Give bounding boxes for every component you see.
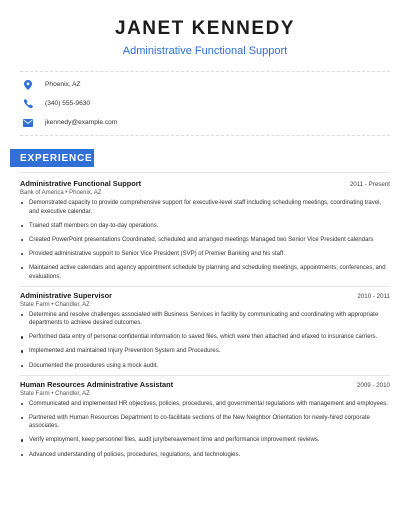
- contact-email[interactable]: [20, 113, 390, 132]
- contact-location-text: Phoenix, AZ: [45, 81, 81, 88]
- contact-email-text[interactable]: jkennedy@example.com: [45, 119, 118, 126]
- job-title: Human Resources Administrative Assistant: [20, 379, 174, 389]
- divider: [20, 135, 390, 136]
- phone-icon: [23, 99, 33, 109]
- divider: [20, 71, 390, 72]
- job-bullet: Documented the procedures using a mock audit.: [20, 362, 390, 371]
- contact-list: [0, 75, 410, 132]
- contact-phone: [20, 94, 390, 113]
- job-bullet: Demonstrated capacity to provide comprehensive support for executive-level staff including scheduling meetings, coordinating travel, and executive calendar.: [20, 199, 390, 216]
- contact-phone-text: (340) 555-9630: [45, 100, 91, 107]
- location-pin-icon: [23, 80, 33, 90]
- job-bullet: Implemented and maintained Injury Prevention System and Procedures.: [20, 347, 390, 356]
- section-experience-header: [0, 149, 410, 169]
- divider: [20, 172, 390, 173]
- job-entry: [0, 291, 410, 370]
- job-dates: 2011 - Present: [349, 181, 390, 188]
- job-title: Administrative Supervisor: [20, 290, 113, 300]
- job-dates: 2009 - 2010: [356, 381, 390, 389]
- job-company-location: Bank of America • Phoenix, AZ: [20, 190, 102, 196]
- contact-location: [20, 75, 390, 94]
- job-bullet: Partnered with Human Resources Department to co-facilitate sections of the New Neighbor Orientation for newly-hired corporate associates.: [20, 414, 390, 431]
- job-bullet: Provided administrative support to Senior Vice President (SVP) of Premier Banking and his staff.: [20, 250, 390, 259]
- job-company-location: State Farm • Chandler, AZ: [20, 301, 90, 308]
- job-bullet: Communicated and implemented HR objectives, policies, procedures, and governmental regulations with management and employees.: [20, 400, 390, 409]
- resume-header: [0, 0, 410, 58]
- job-entry: [0, 179, 410, 281]
- job-bullet: Created PowerPoint presentations Coordinated, scheduled and arranged meetings Managed two Senior Vice President calendars: [20, 236, 390, 245]
- candidate-name: JANET KENNEDY: [115, 18, 295, 39]
- job-bullets: [20, 199, 390, 281]
- job-bullet: Advanced understanding of policies, procedures, regulations, and technologies.: [20, 451, 390, 460]
- job-bullets: [20, 400, 390, 459]
- job-bullet: Trained staff members on day-to-day operations.: [20, 222, 390, 231]
- email-icon: [23, 118, 33, 128]
- divider: [20, 375, 390, 376]
- job-bullet: Verify employment, keep personnel files, audit jury/bereavement time and performance improvement reviews.: [20, 436, 390, 445]
- candidate-headline: Administrative Functional Support: [122, 45, 288, 57]
- job-bullet: Performed data entry of personal confidential information to saved files, which were then attached and efaxed to insurance carriers.: [20, 333, 390, 342]
- job-bullets: [20, 311, 390, 370]
- job-title: Administrative Functional Support: [20, 179, 142, 188]
- job-entry: [0, 380, 410, 459]
- section-heading: EXPERIENCE: [20, 153, 93, 164]
- job-dates: 2010 - 2011: [357, 292, 390, 300]
- job-bullet: Determine and resolve challenges associated with Business Services in facility by communicating and coordinating with appropriate departments to achieve desired outcomes.: [20, 311, 390, 328]
- job-company-location: State Farm • Chandler, AZ: [20, 390, 90, 397]
- divider: [20, 286, 390, 287]
- job-bullet: Maintained active calendars and agency appointment schedule by planning and scheduling meetings, appointments, conferences, and evaluations.: [20, 264, 390, 281]
